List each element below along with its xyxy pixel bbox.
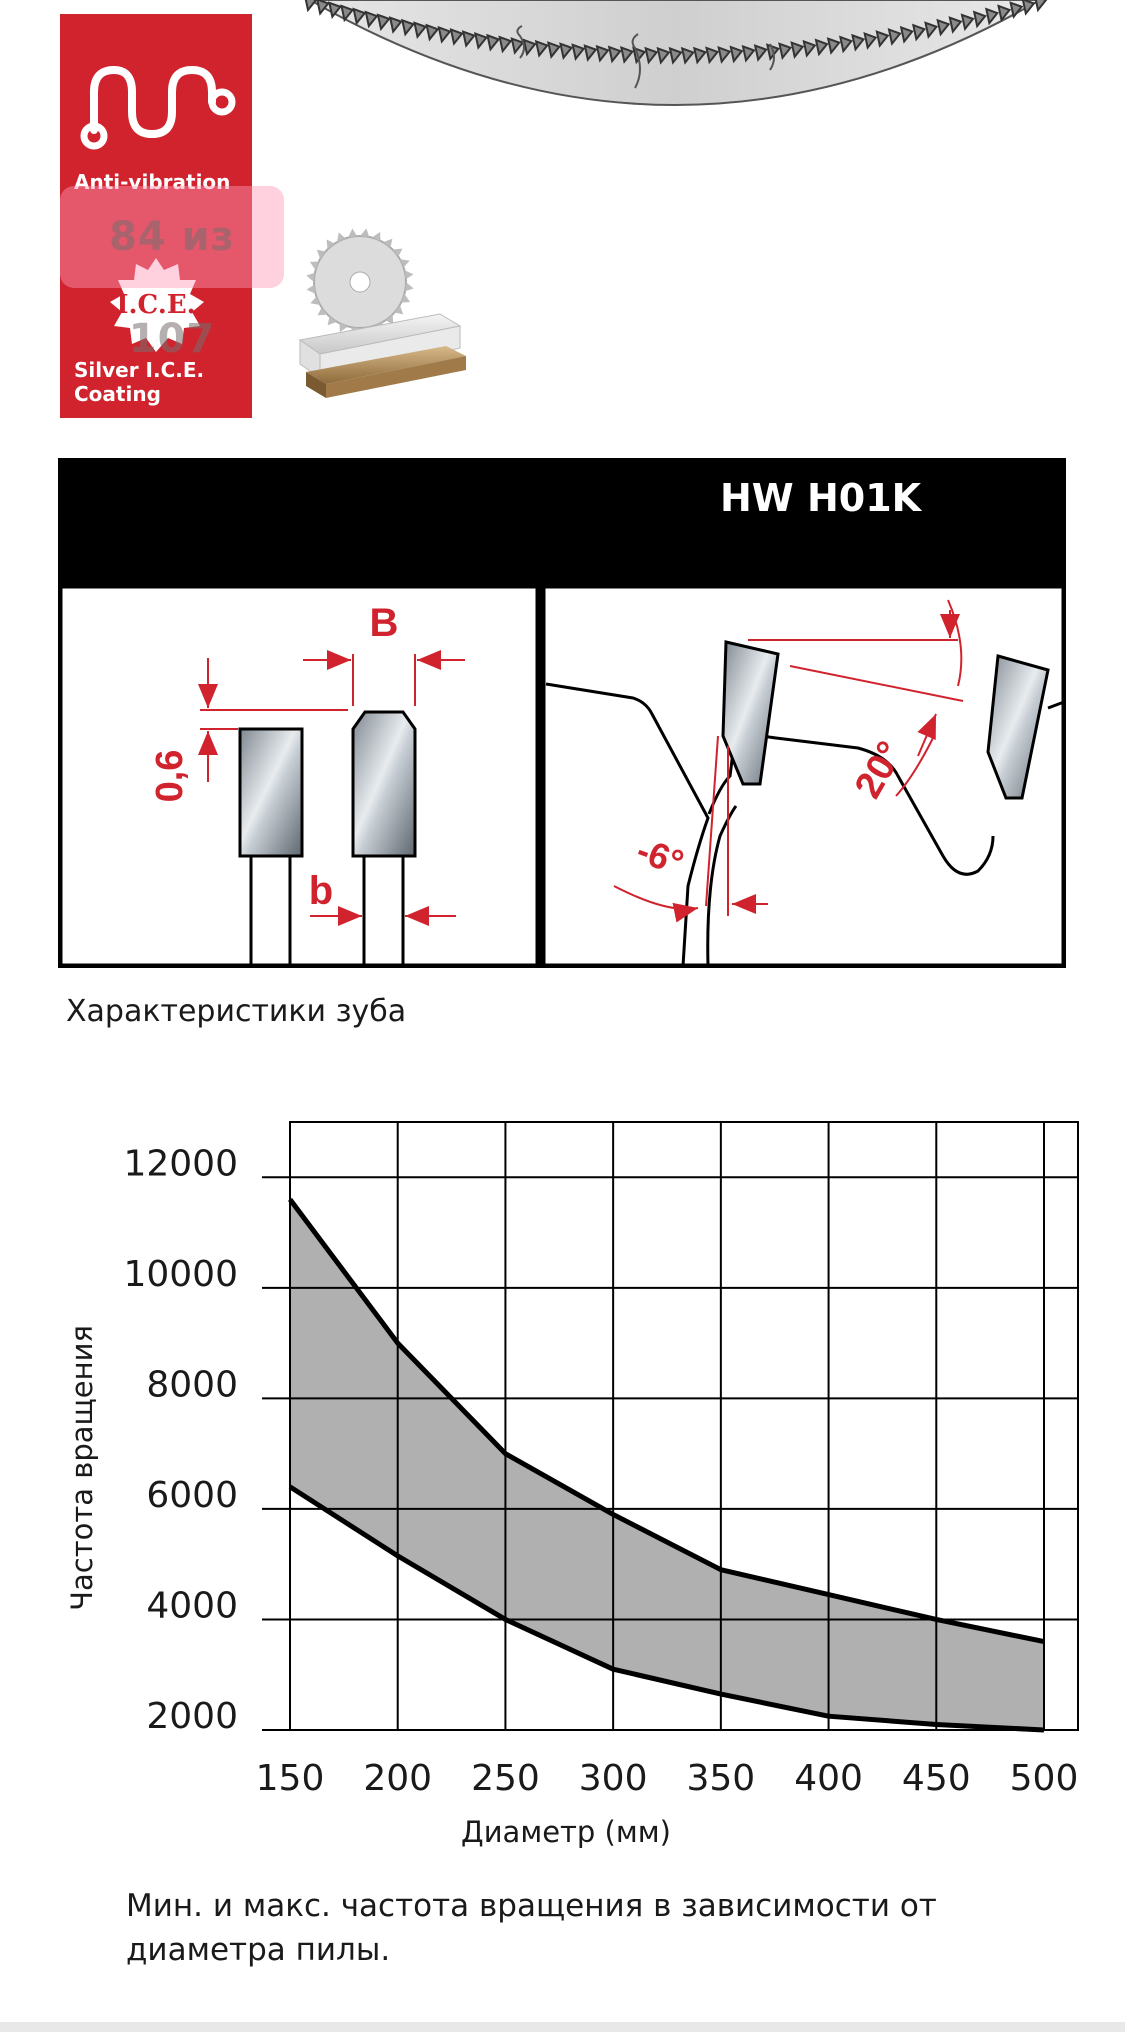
y-tick-label: 10000 xyxy=(123,1253,238,1295)
small-blade-tooth xyxy=(360,228,369,237)
chart-caption: Мин. и макс. частота вращения в зависимости от диаметра пилы. xyxy=(126,1888,937,1968)
vibration-wave-icon xyxy=(74,52,244,152)
x-tick-labels xyxy=(256,1758,1079,1799)
tooth-diagrams xyxy=(58,586,1066,968)
rpm-range-band xyxy=(290,1199,1044,1730)
small-blade-tooth xyxy=(348,229,357,238)
y-tick-label: 6000 xyxy=(146,1474,238,1516)
dim-label-b: b xyxy=(308,869,334,913)
small-blade-tooth xyxy=(306,273,315,282)
x-tick-label: 300 xyxy=(578,1758,648,1799)
bottom-bar xyxy=(0,2022,1125,2032)
saw-blade-image xyxy=(290,0,1060,140)
dim-label-B: B xyxy=(369,601,399,645)
tooth-profile-panel xyxy=(58,458,1066,968)
x-tick-label: 200 xyxy=(363,1758,433,1799)
x-tick-label: 450 xyxy=(901,1758,971,1799)
x-tick-label: 250 xyxy=(471,1758,540,1799)
tooth-caption: Характеристики зуба xyxy=(66,994,407,1029)
small-blade-tooth xyxy=(404,270,413,279)
x-tick-label: 150 xyxy=(255,1758,325,1799)
blade-tooth xyxy=(305,0,316,10)
x-axis-label: Диаметр (мм) xyxy=(461,1815,671,1849)
x-tick-label: 500 xyxy=(1009,1758,1079,1799)
small-blade-tooth xyxy=(307,285,316,294)
blade-cutting-icon xyxy=(290,222,470,402)
blade-tooth xyxy=(317,0,328,13)
chart-area-band xyxy=(290,1199,1044,1730)
hook-angle-label: 20° xyxy=(847,734,913,806)
clearance-angle-label: -6° xyxy=(631,829,690,884)
y-axis-label: Частота вращения xyxy=(65,1325,99,1611)
y-tick-label: 8000 xyxy=(146,1364,238,1406)
page-counter: 84 из 107 xyxy=(60,186,284,288)
blade-tooth xyxy=(1023,0,1034,13)
blade-tooth xyxy=(1035,0,1046,10)
x-tick-label: 350 xyxy=(686,1758,756,1799)
profile-title: HW H01K xyxy=(720,476,922,520)
ice-logo-text: I.C.E. xyxy=(116,290,196,320)
y-tick-labels xyxy=(123,1143,238,1737)
rpm-chart xyxy=(0,1100,1125,1870)
dim-label-height: 0,6 xyxy=(149,749,191,803)
badge-label-bottom: Silver I.C.E. Coating xyxy=(74,358,205,406)
y-tick-label: 12000 xyxy=(123,1143,238,1185)
y-tick-label: 2000 xyxy=(146,1696,238,1737)
x-tick-label: 400 xyxy=(794,1758,863,1799)
y-tick-label: 4000 xyxy=(146,1585,238,1627)
badge-label-top: Anti-vibration xyxy=(74,170,231,194)
small-blade-tooth xyxy=(405,282,414,291)
